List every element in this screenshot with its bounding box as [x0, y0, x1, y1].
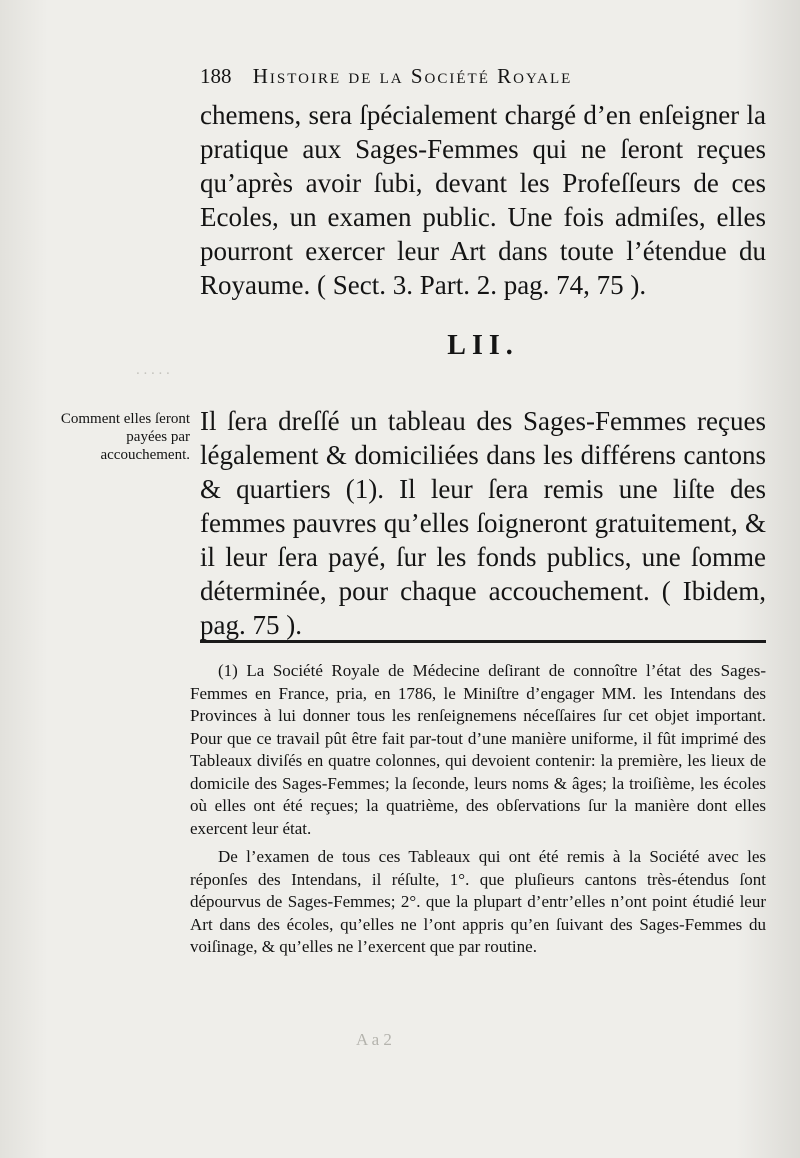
section-paragraph: Il ſera dreſſé un tableau des Sages-Femmes reçues légalement & domiciliées dans les différens cantons & quartiers (1). Il leur ſera remis une liſte des femmes pauvres qu’elles ſoigneront gratuitement, & il leur ſera payé, ſur les fonds publics, une ſomme déterminée, pour chaque accouchement. ( Ibidem, pag. 75 ).	[200, 406, 766, 640]
footnote-rule	[200, 640, 766, 643]
page-number: 188	[200, 64, 232, 88]
continued-paragraph: chemens, sera ſpécialement chargé d’en enſeigner la pratique aux Sages-Femmes qui ne ſeront reçues qu’après avoir ſubi, devant les Profeſſeurs de ces Ecoles, un examen public. Une fois admiſes, elles pourront exercer leur Art dans toute l’étendue du Royaume. ( Sect. 3. Part. 2. pag. 74, 75 ).	[200, 100, 766, 300]
footnote-paragraph-2: De l’examen de tous ces Tableaux qui ont été remis à la Société avec les réponſes des Intendans, il réſulte, 1°. que pluſieurs cantons très-étendus ſont dépourvus de Sages-Femmes; 2°. que la plupart d’entr’elles n’ont point étudié leur Art dans des écoles, qu’elles ne l’ont appris qu’en ſuivant des Sages-Femmes du voiſinage, & qu’elles ne l’exercent que par routine.	[190, 847, 766, 956]
margin-note: Comment elles ſeront payées par accouchement.	[60, 411, 190, 463]
show-through-text-1: · · · · ·	[136, 366, 170, 382]
running-header	[200, 64, 760, 89]
footnote	[190, 660, 766, 959]
section-heading: LII.	[447, 330, 519, 361]
running-title: Histoire de la Société Royale	[252, 64, 573, 88]
footnote-paragraph-1: (1) La Société Royale de Médecine deſirant de connoître l’état des Sages-Femmes en France, pria, en 1786, le Miniſtre d’engager MM. les Intendans des Provinces à lui donner tous les renſeignemens néceſſaires ſur cet objet important. Pour que ce travail pût être fait par-tout d’une manière uniforme, il fût imprimé des Tableaux diviſés en quatre colonnes, qui devoient contenir: la première, les lieux de domicile des Sages-Femmes; la ſeconde, leurs noms & âges; la troiſième, les écoles où elles ont été reçues; la quatrième, des obſervations ſur la manière dont elles exercent leur état.	[190, 661, 766, 838]
signature-mark: A a 2	[356, 1030, 392, 1049]
